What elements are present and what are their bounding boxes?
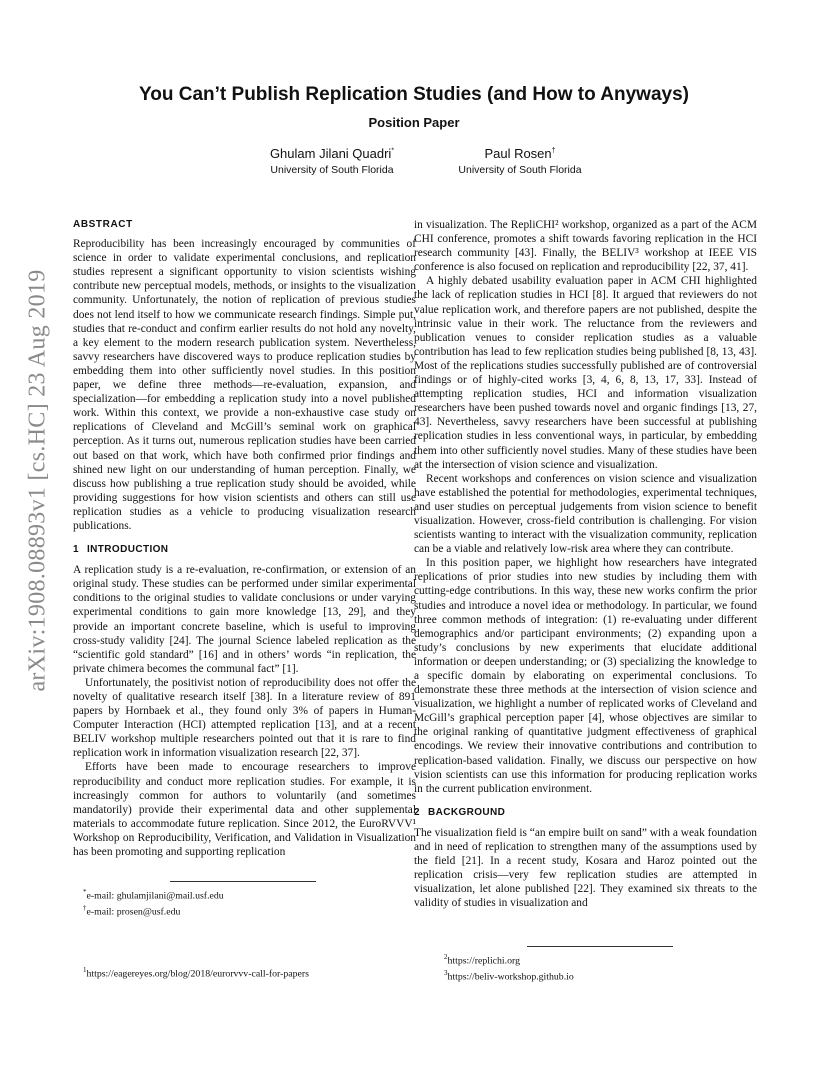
footnote-link[interactable]: https://eagereyes.org/blog/2018/eurorvvv-call-for-papers	[86, 968, 309, 980]
author-name: Ghulam Jilani Quadri	[269, 146, 392, 161]
arxiv-id: arXiv:1908.08893v1 [cs.HC] 23 Aug 2019	[24, 268, 51, 692]
author-affiliation: University of South Florida	[270, 164, 394, 176]
abstract-text: Reproducibility has been increasingly encouraged by communities of science in order to validate experimental conclusions, and replication studies represent a significant opportunity to vision scientists wishing contribute new perceptual models, methods, or insights to the visualization community. Unfortunately, the notion of replication of previous studies does not lend itself to how we communicate research findings. Simple put, studies that re-conduct and confirm earlier results do not hold any novelty, a key element to the modern research publication system. Nevertheless, savvy researchers have discovered ways to produce replication studies by embedding them into other sufficiently novel studies. In this position paper, we define three methods—re-evaluation, expansion, and specialization—for embedding a replication study into a novel published work. Within this context, we provide a non-exhaustive case study on replications of Cleveland and McGill’s seminal work on graphical perception. As it turns out, numerous replication studies have been carried out based on that work, which have both confirmed prior findings and shined new light on our understanding of human perception. Finally, we discuss how publishing a true replication study should be avoided, while providing suggestions for how vision scientists and others can still use replication studies as a vehicle to producing visualization research publications.	[73, 238, 416, 532]
author-mark: *	[391, 147, 395, 155]
paper-subtitle: Position Paper	[368, 115, 460, 130]
author-mark: †	[551, 147, 556, 155]
body-paragraph: in visualization. The RepliCHI² workshop, organized as a part of the ACM CHI conference, promotes a shift towards favoring replication in the HCI research community [43]. Finally, the BELIV³ workshop at IEEE VIS conference is also focused on replication and reproducibility [22, 37, 41].	[414, 219, 757, 274]
footnote-1: $^1$https://eagereyes.org/blog/2018/eurorvvv-call-for-papers	[83, 966, 309, 980]
footnotes-right: $^2$https://replichi.org $^3$https://beliv-workshop.github.io	[444, 953, 574, 983]
right-column	[414, 218, 757, 911]
intro-paragraph: Efforts have been made to encourage researchers to improve reproducibility and conduct more replication studies. For example, it is increasingly common for authors to voluntarily (and sometimes mandatorily) provide their experimental data and other supplemental materials to accommodate future replication. Since 2012, the EuroRVVV¹ Workshop on Reproducibility, Verification, and Validation in Visualization has been promoting and supporting replication	[73, 761, 416, 859]
author-affiliation: University of South Florida	[458, 164, 582, 176]
paper-title: You Can’t Publish Replication Studies (and How to Anyways)	[139, 84, 689, 105]
section-heading-background: 2 BACKGROUND	[414, 806, 506, 818]
footnote-link[interactable]: https://beliv-workshop.github.io	[447, 971, 574, 983]
author-1	[232, 146, 432, 176]
footnote-rule	[170, 881, 316, 882]
email-footnote: e-mail: prosen@usf.edu	[86, 906, 181, 918]
body-paragraph: In this position paper, we highlight how researchers have integrated replications of prior studies into new studies by including them with cutting-edge contributions. In this way, these new works confirm the prior studies and introduce a novel idea or methodology. In particular, we found three common methods of integration: (1) re-evaluating under different demographics and/or participant environments; (2) expanding upon a study’s conclusions by new experiments that elucidate additional information or deepen understanding; or (3) specializing the knowledge to a specific domain by elaborating on experimental conclusions. To demonstrate these three methods at the intersection of vision science and visualization, we highlight a number of replicated works of Cleveland and McGill’s graphical perception paper [4], whose objectives are similar to the original ranking of quantitative judgment effectiveness of graphical encodings. We review their innovative contributions and contribution to replication-based validation. Finally, we discuss our perspective on how vision scientists can use this information for producing replication works in the current publication environment.	[414, 557, 757, 795]
body-paragraph: A highly debated usability evaluation paper in ACM CHI highlighted the lack of replication studies in HCI [8]. It argued that reviewers do not value replication work, and therefore papers are not published, despite the intrinsic value in their work. The reluctance from the reviewers and publication venues to consider replication studies as a valuable contribution has lead to few replication studies being published [8, 13, 43]. Most of the replications studies successfully published are of controversial findings or of highly-cited works [3, 4, 6, 8, 13, 17, 33]. Instead of attempting replication studies, HCI and information visualization researchers have been pushed towards novel and organic findings [13, 27, 43]. Nevertheless, savvy researchers have been successful at publishing replication studies in less conventional ways, in particular, by embedding them into other sufficiently novel studies. Many of these studies have been at the intersection of vision science and visualization.	[414, 275, 757, 471]
body-paragraph: Recent workshops and conferences on vision science and visualization have established the potential for methodologies, experimental techniques, and user studies on perceptual judgements from vision science to benefit visualization. However, cross-field contribution is challenging. For vision scientists wanting to interact with the visualization community, replication can be a viable and relatively low-risk area where they can contribute.	[414, 472, 757, 556]
section-heading-introduction: 1 INTRODUCTION	[73, 544, 169, 556]
footnote-link[interactable]: https://replichi.org	[447, 955, 520, 967]
abstract-heading: ABSTRACT	[73, 219, 133, 230]
author-2	[420, 146, 620, 176]
author-name: Paul Rosen	[484, 146, 552, 161]
background-paragraph: The visualization field is “an empire built on sand” with a weak foundation and in need of replication to strengthen many of the assumptions used by the field [21]. In a recent study, Kosara and Haroz pointed out the replication crisis—very few replication studies are attempted in visualization, let alone published [22]. They examined six threats to the validity of studies in visualization and	[414, 826, 757, 910]
email-footnote: e-mail: ghulamjilani@mail.usf.edu	[86, 890, 224, 902]
footnote-rule	[527, 946, 673, 947]
intro-paragraph: Unfortunately, the positivist notion of reproducibility does not offer the novelty of qualitative research itself [38]. In a literature review of 891 papers by Hornbaek et al., they found only 3% of papers in Human-Computer Interaction (HCI) attempted replication [13], and at a recent BELIV workshop multiple researchers pointed out that it is rare to find replication work in information visualization research [22, 37].	[73, 676, 416, 760]
left-column	[73, 218, 416, 859]
author-footnotes: *e-mail: ghulamjilani@mail.usf.edu †e-mail: prosen@usf.edu	[83, 888, 224, 918]
intro-paragraph: A replication study is a re-evaluation, re-confirmation, or extension of an original study. These studies can be performed under similar experimental conditions to the original studies to validate conclusions or under varying experimental conditions to gain more knowledge [13, 29], and they provide an important concrete baseline, which is useful to improving cross-study validity [24]. The journal Science labeled replication as the “scientific gold standard” [16] and in others’ words “in replication, the private chimera becomes the communal fact” [1].	[73, 564, 416, 675]
arxiv-stamp	[18, 270, 58, 690]
